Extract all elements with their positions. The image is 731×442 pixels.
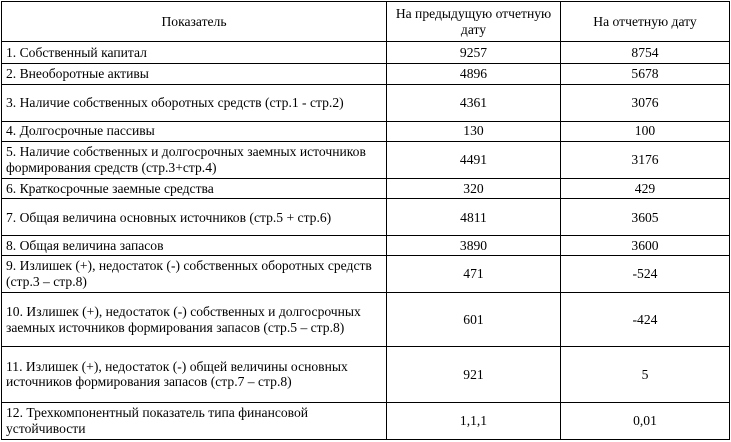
table-row: [2, 347, 730, 402]
row-current-value: 3605: [561, 199, 730, 236]
table-row: [2, 402, 730, 439]
header-previous-date: На предыдущую отчетную дату: [387, 2, 561, 42]
row-previous-value: 4896: [387, 64, 561, 85]
table-row: [2, 42, 730, 64]
row-previous-value: 130: [387, 121, 561, 141]
row-current-value: -424: [561, 292, 730, 346]
table-header-row: [2, 2, 730, 42]
table-row: [2, 141, 730, 178]
row-previous-value: 921: [387, 347, 561, 402]
row-previous-value: 4811: [387, 199, 561, 236]
row-previous-value: 3890: [387, 236, 561, 255]
row-label: 5. Наличие собственных и долгосрочных заемных источников формирования средств (стр.3+стр.4): [2, 141, 387, 178]
table-row: [2, 292, 730, 346]
header-indicator: Показатель: [2, 2, 387, 42]
row-previous-value: 4361: [387, 85, 561, 121]
table-row: [2, 255, 730, 292]
row-current-value: 3600: [561, 236, 730, 255]
row-current-value: 100: [561, 121, 730, 141]
row-current-value: 429: [561, 178, 730, 198]
table-row: [2, 236, 730, 255]
row-label: 2. Внеоборотные активы: [2, 64, 387, 85]
row-current-value: 0,01: [561, 402, 730, 439]
row-previous-value: 471: [387, 255, 561, 292]
row-label: 4. Долгосрочные пассивы: [2, 121, 387, 141]
row-previous-value: 4491: [387, 141, 561, 178]
row-previous-value: 9257: [387, 42, 561, 64]
row-previous-value: 601: [387, 292, 561, 346]
row-label: 12. Трехкомпонентный показатель типа финансовой устойчивости: [2, 402, 387, 439]
row-label: 7. Общая величина основных источников (стр.5 + стр.6): [2, 199, 387, 236]
row-current-value: 5678: [561, 64, 730, 85]
table-row: [2, 85, 730, 121]
row-label: 1. Собственный капитал: [2, 42, 387, 64]
table-row: [2, 64, 730, 85]
row-label: 6. Краткосрочные заемные средства: [2, 178, 387, 198]
row-label: 10. Излишек (+), недостаток (-) собственных и долгосрочных заемных источников формирования запасов (стр.5 – стр.8): [2, 292, 387, 346]
row-label: 11. Излишек (+), недостаток (-) общей величины основных источников формирования запасов (стр.7 – стр.8): [2, 347, 387, 402]
table-row: [2, 199, 730, 236]
row-label: 8. Общая величина запасов: [2, 236, 387, 255]
row-current-value: 3076: [561, 85, 730, 121]
row-previous-value: 320: [387, 178, 561, 198]
row-label: 3. Наличие собственных оборотных средств (стр.1 - стр.2): [2, 85, 387, 121]
row-current-value: 3176: [561, 141, 730, 178]
row-label: 9. Излишек (+), недостаток (-) собственных оборотных средств (стр.3 – стр.8): [2, 255, 387, 292]
row-previous-value: 1,1,1: [387, 402, 561, 439]
table-row: [2, 178, 730, 198]
row-current-value: 5: [561, 347, 730, 402]
financial-stability-table: [1, 1, 730, 440]
header-current-date: На отчетную дату: [561, 2, 730, 42]
row-current-value: 8754: [561, 42, 730, 64]
row-current-value: -524: [561, 255, 730, 292]
table-row: [2, 121, 730, 141]
